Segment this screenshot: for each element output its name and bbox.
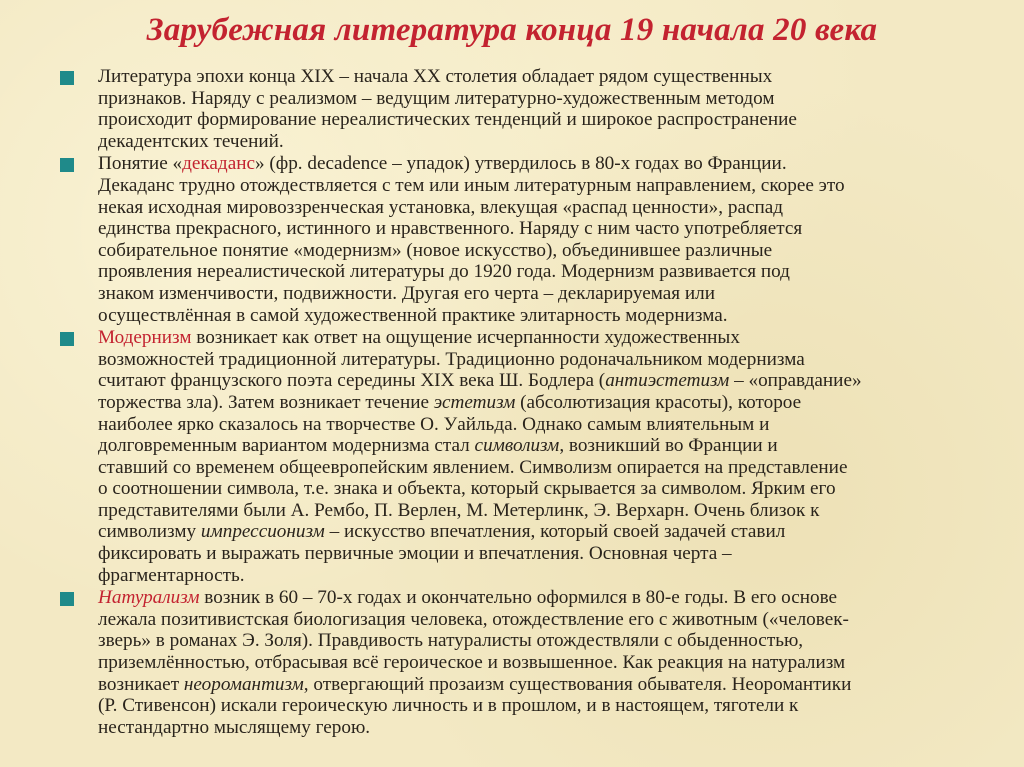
paragraph-naturalism (58, 587, 978, 738)
text-line (98, 327, 978, 349)
square-bullet-icon (60, 71, 74, 85)
text-line: приземлённостью, отбрасывая всё героическое и возвышенное. Как реакция на натурализм (98, 652, 846, 674)
slide-title: Зарубежная литература конца 19 начала 20 века (146, 12, 878, 48)
text-line: Литература эпохи конца XIX – начала XX столетия обладает рядом существенных (98, 66, 773, 87)
text-line: осуществлённая в самой художественной практике элитарность модернизма. (98, 304, 728, 326)
text-fragment: возник в 60 – 70-х годах и окончательно оформился в 80-е годы. В его основе (199, 587, 838, 609)
text-line: представителями были А. Рембо, П. Верлен, М. Метерлинк, Э. Верхарн. Очень близок к (98, 499, 820, 521)
text-line: происходит формирование нереалистических тенденций и широкое распространение (98, 109, 797, 131)
text-line (98, 674, 978, 696)
text-line: некая исходная мировоззренческая установка, влекущая «распад ценности», распад (98, 196, 784, 218)
text-line: фиксировать и выражать первичные эмоции и впечатления. Основная черта – (98, 543, 732, 565)
text-fragment: – искусство впечатления, который своей задачей ставил (324, 521, 786, 543)
paragraph-modernism (58, 327, 978, 586)
term-modernism: Модернизм (98, 327, 192, 349)
text-line: лежала позитивистская биологизация человека, отождествление его с животным («человек- (98, 608, 849, 630)
text-line: проявления нереалистической литературы до 1920 года. Модернизм развивается под (98, 261, 790, 283)
term-impressionism: импрессионизм (200, 521, 325, 543)
text-fragment: торжества зла). Затем возникает течение (98, 391, 434, 413)
text-fragment: возникает (98, 673, 184, 695)
text-line (98, 392, 978, 414)
text-line: знаком изменчивости, подвижности. Другая его черта – декларируемая или (98, 282, 715, 304)
text-line (98, 587, 978, 609)
term-decadence: декаданс (182, 153, 255, 175)
paragraph-literature-signs (58, 66, 978, 152)
slide-body (58, 66, 978, 738)
text-fragment: » (фр. decadence – упадок) утвердилось в 80-х годах во Франции. (255, 153, 787, 175)
term-antiaestheticism: антиэстетизм (605, 370, 730, 392)
text-line: Декаданс трудно отождествляется с тем или иным литературным направлением, скорее это (98, 174, 845, 196)
term-aestheticism: эстетизм (433, 391, 516, 413)
text-fragment: (абсолютизация красоты), которое (515, 391, 802, 413)
text-fragment: считают французского поэта середины XIX века Ш. Бодлера ( (98, 370, 606, 392)
text-line: собирательное понятие «модернизм» (новое искусство), объединившее различные (98, 239, 773, 261)
term-naturalism: Натурализм (98, 587, 200, 609)
text-line: возможностей традиционной литературы. Традиционно родоначальником модернизма (98, 348, 805, 370)
text-line: фрагментарность. (98, 564, 245, 586)
text-line: наиболее ярко сказалось на творчестве О. Уайльда. Однако самым влиятельным и (98, 413, 770, 435)
text-line: о соотношении символа, т.е. знака и объекта, который скрывается за символом. Ярким его (98, 478, 836, 500)
square-bullet-icon (60, 332, 74, 346)
text-fragment: Понятие « (98, 153, 183, 175)
text-fragment: , отвергающий прозаизм существования обывателя. Неоромантики (303, 673, 852, 695)
text-line (98, 370, 978, 392)
square-bullet-icon (60, 592, 74, 606)
text-line (98, 435, 978, 457)
text-line: признаков. Наряду с реализмом – ведущим литературно-художественным методом (98, 87, 775, 109)
text-line (98, 521, 978, 543)
text-line: ставший со временем общеевропейским явлением. Символизм опирается на представление (98, 456, 848, 478)
text-line: (Р. Стивенсон) искали героическую личность и в прошлом, и в настоящем, тяготели к (98, 695, 799, 717)
text-line: зверь» в романах Э. Золя). Правдивость натуралисты отождествляли с обыденностью, (98, 630, 804, 652)
square-bullet-icon (60, 158, 74, 172)
text-line: декадентских течений. (98, 130, 284, 152)
text-line: единства прекрасного, истинного и нравственного. Наряду с ним часто употребляется (98, 218, 803, 240)
paragraph-decadence (58, 153, 978, 326)
text-fragment: возникает как ответ на ощущение исчерпанности художественных (191, 327, 740, 349)
term-symbolism: символизм (474, 435, 560, 457)
text-line: нестандартно мыслящему герою. (98, 716, 371, 738)
text-fragment: долговременным вариантом модернизма стал (98, 435, 475, 457)
text-fragment: символизму (98, 521, 201, 543)
text-fragment: – «оправдание» (729, 370, 862, 392)
text-fragment: , возникший во Франции и (559, 435, 778, 457)
text-line (98, 153, 978, 175)
term-neoromanticism: неоромантизм (183, 673, 304, 695)
